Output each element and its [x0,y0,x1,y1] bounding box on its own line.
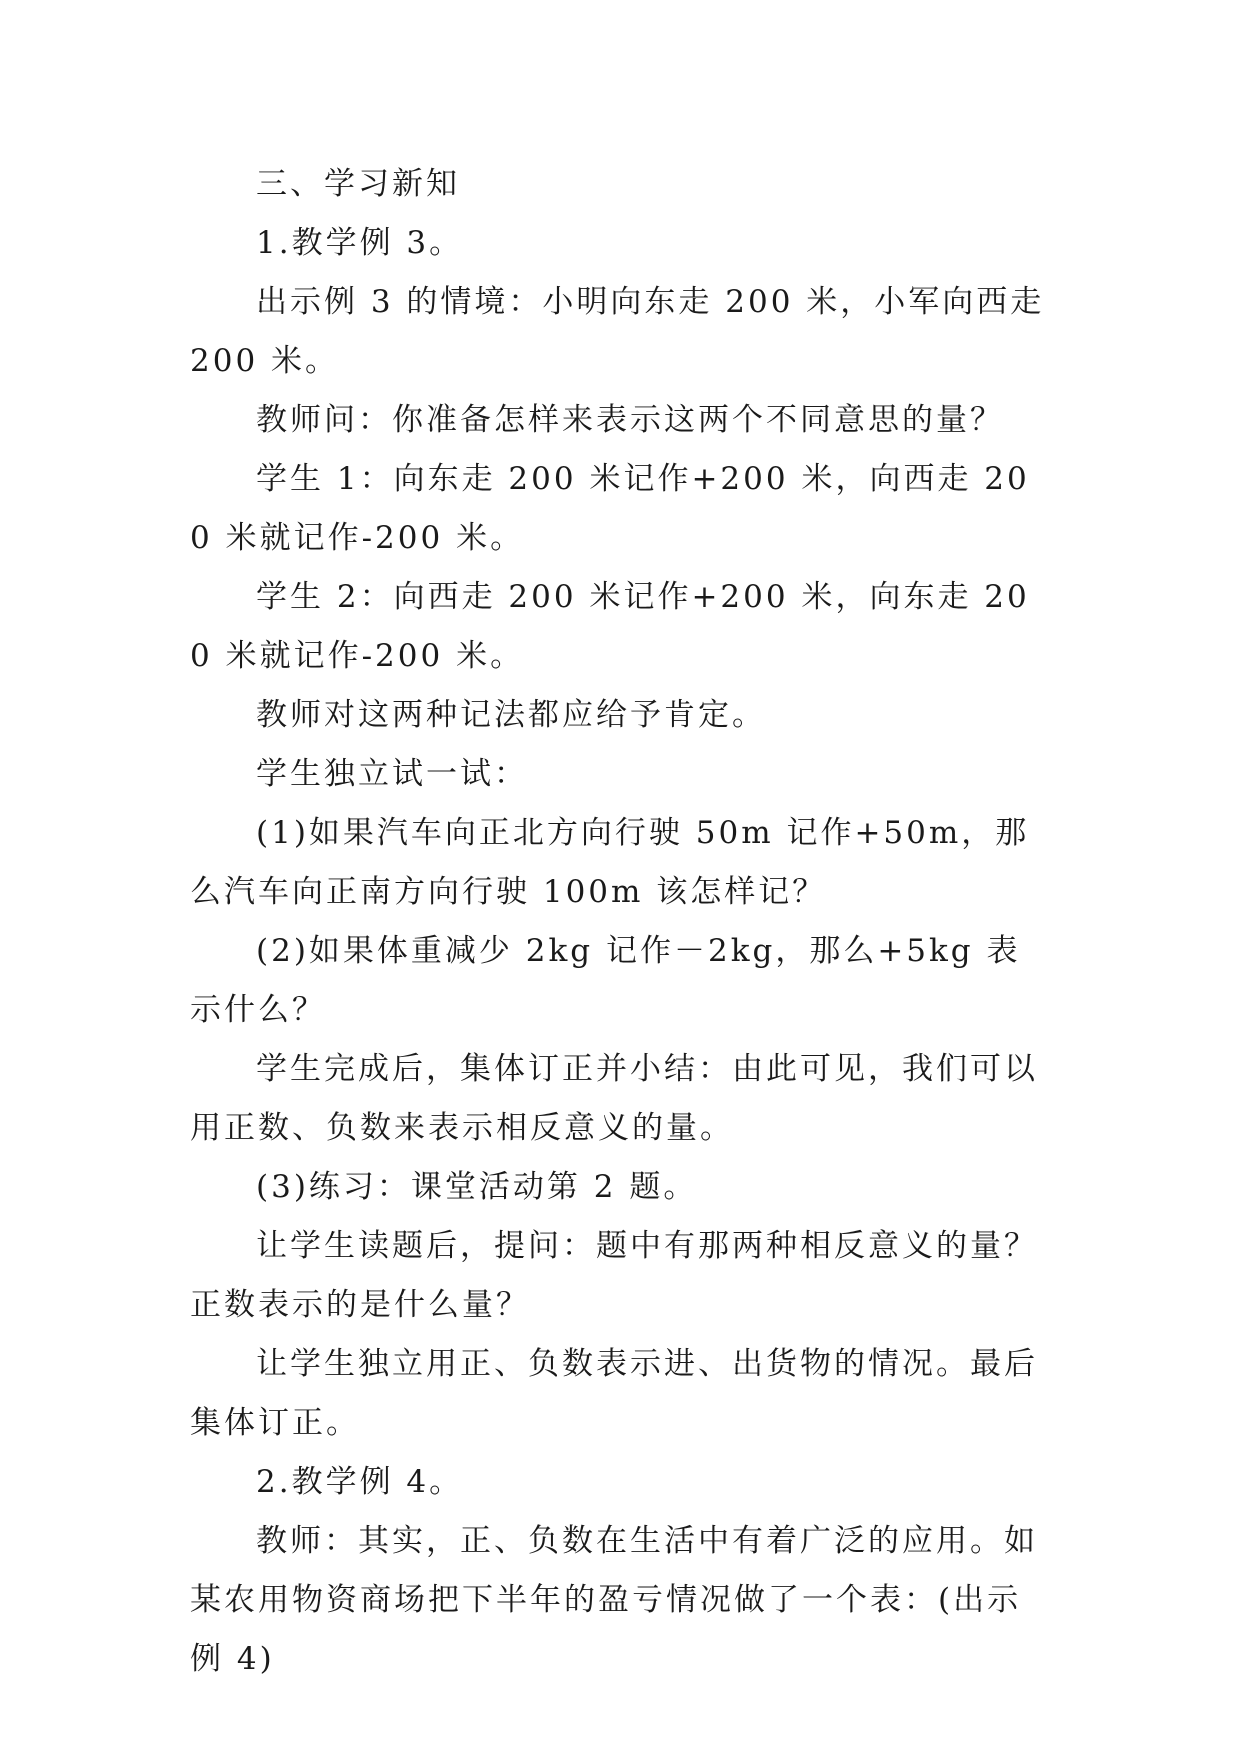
exercise-item: (3)练习：课堂活动第 2 题。 [256,1169,698,1205]
exercise-item: (1)如果汽车向正北方向行驶 50m 记作+50m，那么汽车向正南方向行驶 100m 该怎样记？ [190,815,1030,910]
paragraph: 教师：其实，正、负数在生活中有着广泛的应用。如某农用物资商场把下半年的盈亏情况做了一个表：(出示例 4) [190,1523,1038,1677]
paragraph: 让学生读题后，提问：题中有那两种相反意义的量？正数表示的是什么量？ [190,1228,1038,1323]
subsection-heading: 2.教学例 4。 [256,1464,464,1500]
document-body [190,155,1050,1689]
paragraph: 学生完成后，集体订正并小结：由此可见，我们可以用正数、负数来表示相反意义的量。 [190,1051,1038,1146]
section-heading: 三、学习新知 [256,166,460,202]
paragraph: 出示例 3 的情境：小明向东走 200 米，小军向西走 200 米。 [190,284,1045,379]
subsection-heading: 1.教学例 3。 [256,225,464,261]
paragraph: 学生 2：向西走 200 米记作+200 米，向东走 200 米就记作-200 米。 [190,579,1030,674]
paragraph: 学生 1：向东走 200 米记作+200 米，向西走 200 米就记作-200 米。 [190,461,1030,556]
paragraph: 教师问：你准备怎样来表示这两个不同意思的量？ [256,402,1004,438]
paragraph: 让学生独立用正、负数表示进、出货物的情况。最后集体订正。 [190,1346,1038,1441]
exercise-item: (2)如果体重减少 2kg 记作－2kg，那么+5kg 表示什么？ [190,933,1021,1028]
paragraph: 教师对这两种记法都应给予肯定。 [256,697,766,733]
paragraph: 学生独立试一试： [256,756,528,792]
